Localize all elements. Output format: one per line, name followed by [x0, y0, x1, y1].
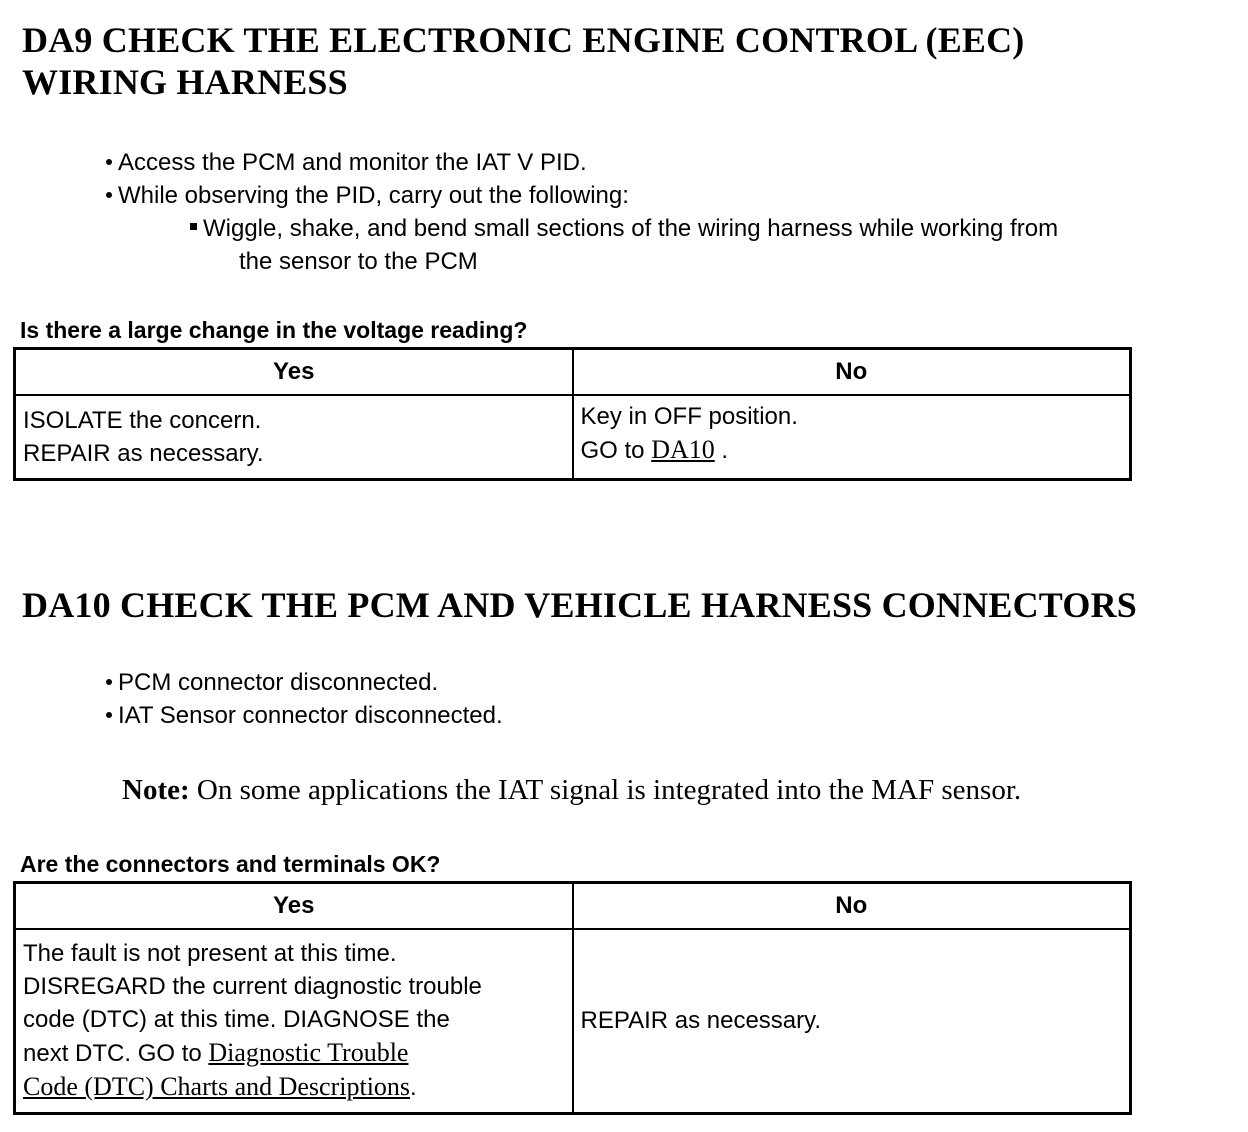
table-row: [15, 883, 1131, 930]
note-label: Note:: [122, 774, 190, 806]
da10-yes-line3: code (DTC) at this time. DIAGNOSE the: [23, 1006, 450, 1034]
da10-no-header: No: [573, 883, 1131, 930]
da10-answer-table: [13, 881, 1132, 1115]
da9-question: Is there a large change in the voltage reading?: [20, 317, 528, 343]
table-row: [15, 395, 1131, 479]
list-item: [106, 699, 503, 732]
da9-no-line2: [581, 433, 1124, 467]
da9-yes-cell: [15, 395, 573, 479]
da9-heading-line2: WIRING HARNESS: [22, 62, 348, 102]
da10-bullet-2: IAT Sensor connector disconnected.: [118, 702, 503, 729]
da9-yes-line1: ISOLATE the concern.: [23, 406, 262, 434]
da9-heading: [22, 19, 1025, 103]
dtc-charts-link-part2[interactable]: Code (DTC) Charts and Descriptions: [23, 1072, 411, 1102]
da10-link[interactable]: DA10: [651, 435, 715, 464]
list-item: [106, 212, 1058, 278]
da9-bullet-list: [106, 146, 1058, 278]
da9-goto-prefix: GO to: [580, 437, 652, 464]
da9-no-line1: Key in OFF position.: [580, 403, 798, 430]
list-item: [106, 146, 1058, 179]
da10-yes-header: Yes: [15, 883, 573, 930]
bullet-dot-icon: [106, 679, 112, 685]
bullet-dot-icon: [106, 712, 112, 718]
da9-yes-header: Yes: [15, 349, 573, 396]
da9-sub-bullet-line2: the sensor to the PCM: [239, 248, 478, 275]
list-item: [106, 666, 503, 699]
da9-no-header: No: [573, 349, 1131, 396]
da10-yes-cell: [15, 929, 573, 1113]
da10-bullet-list: [106, 666, 503, 732]
da10-heading: DA10 CHECK THE PCM AND VEHICLE HARNESS CONNECTORS: [22, 585, 1137, 625]
bullet-dot-icon: [106, 192, 112, 198]
bullet-square-icon: [190, 223, 197, 230]
da9-yes-line2: REPAIR as necessary.: [23, 439, 264, 467]
da10-yes-suffix: .: [410, 1074, 417, 1102]
da9-answer-table: [13, 347, 1132, 481]
bullet-dot-icon: [106, 159, 112, 165]
list-item: [106, 179, 1058, 212]
da10-yes-line2: DISREGARD the current diagnostic trouble: [23, 973, 482, 1001]
table-row: [15, 349, 1131, 396]
da9-heading-line1: DA9 CHECK THE ELECTRONIC ENGINE CONTROL (EEC): [22, 20, 1025, 60]
dtc-charts-link-part1[interactable]: Diagnostic Trouble: [208, 1038, 409, 1068]
da9-bullet-1: Access the PCM and monitor the IAT V PID.: [118, 149, 587, 176]
table-row: [15, 929, 1131, 1113]
da10-yes-line4: [23, 1036, 566, 1070]
da10-question: Are the connectors and terminals OK?: [20, 851, 441, 877]
da9-bullet-2: While observing the PID, carry out the following:: [118, 182, 629, 209]
da9-goto-suffix: .: [714, 437, 729, 464]
da10-goto-prefix: next DTC. GO to: [23, 1040, 209, 1068]
note-text: On some applications the IAT signal is integrated into the MAF sensor.: [189, 774, 1022, 806]
da10-bullet-1: PCM connector disconnected.: [118, 669, 439, 696]
da10-yes-line5: [23, 1070, 566, 1104]
da10-note: [122, 772, 1021, 808]
da10-yes-line1: The fault is not present at this time.: [23, 940, 397, 968]
da9-no-cell: [573, 395, 1131, 479]
da9-sub-bullet-line1: Wiggle, shake, and bend small sections of the wiring harness while working from: [203, 215, 1059, 242]
da10-no-cell: REPAIR as necessary.: [573, 929, 1131, 1113]
